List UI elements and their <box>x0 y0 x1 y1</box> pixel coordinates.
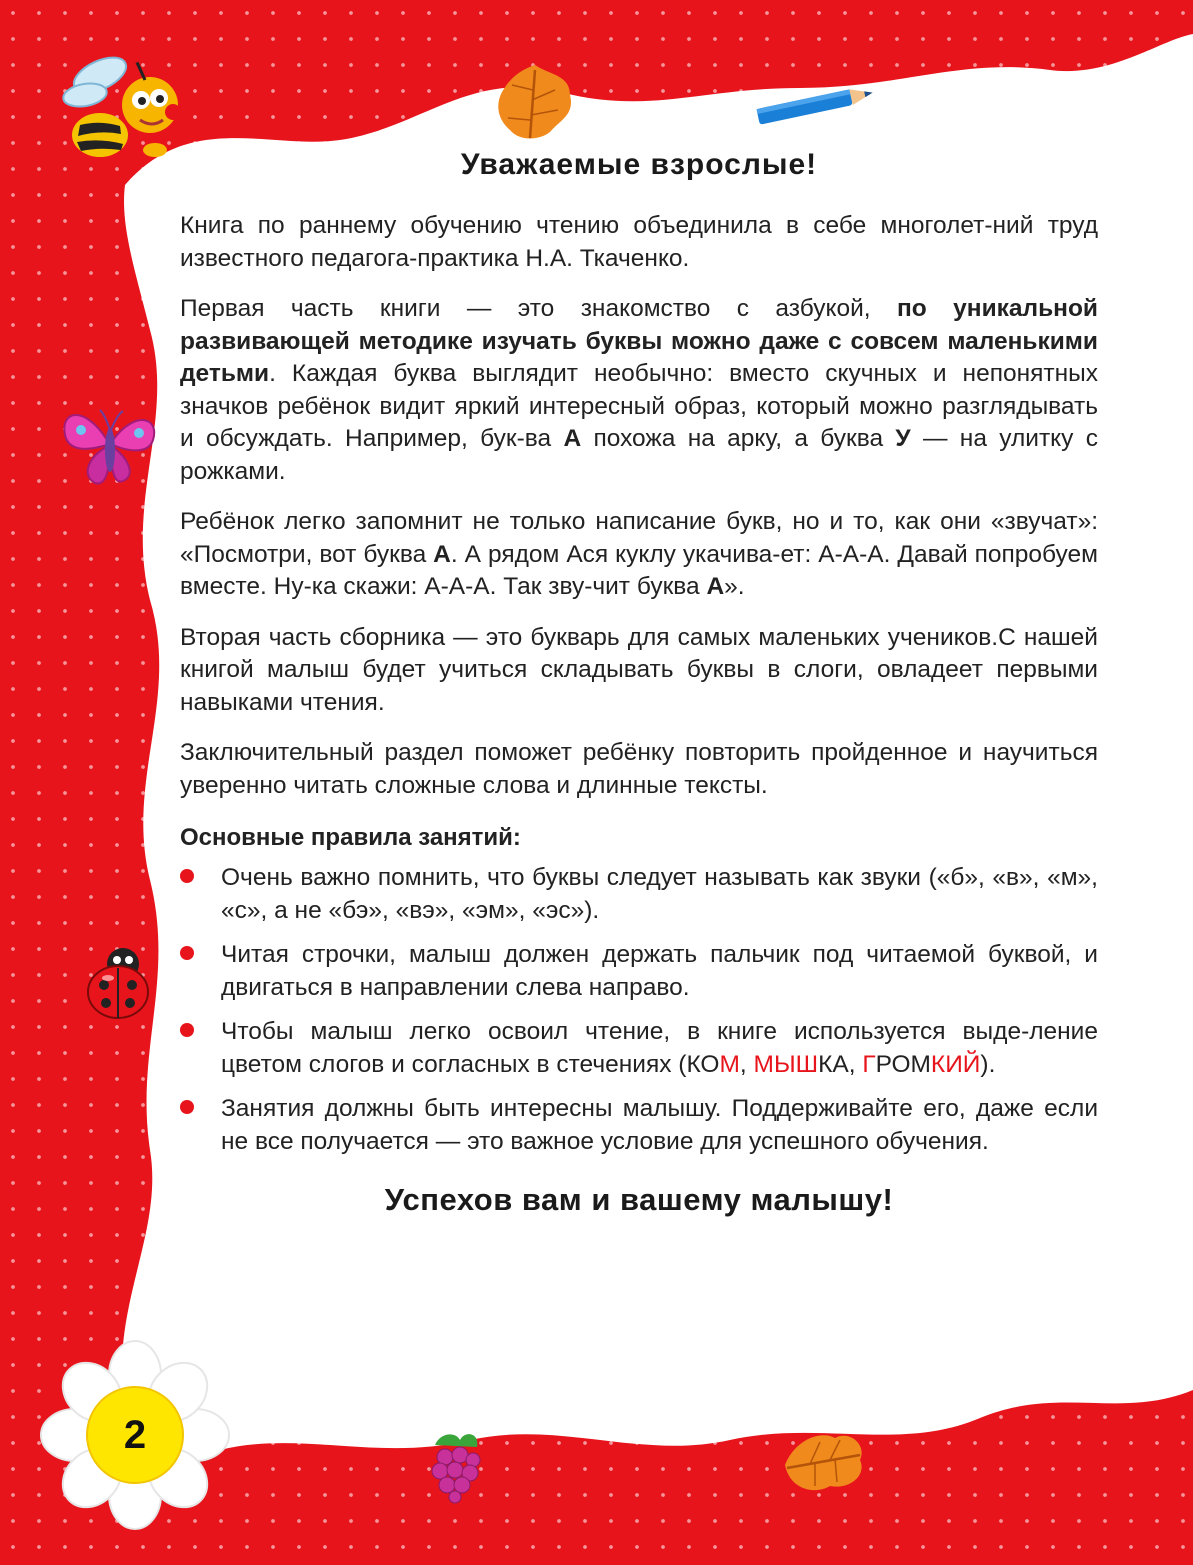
rules-heading: Основные правила занятий: <box>180 824 521 851</box>
bold-letter: А <box>706 573 725 600</box>
rule-text: , <box>739 1050 754 1078</box>
bold-letter: У <box>895 425 911 452</box>
pencil-icon <box>752 80 887 130</box>
paragraph-text: Ребёнок легко запомнит не только написание букв, но и то, как они «звучат»: «Посмотри, вот буква <box>180 508 1098 568</box>
paragraph-text: похожа на арку, а буква <box>581 425 896 452</box>
paragraph-part-one <box>180 293 1098 488</box>
butterfly-icon <box>55 395 165 495</box>
paragraph-text: Книга по раннему обучению чтению объединила в себе многолет-ний труд известного педагога-практика Н.А. Ткаченко. <box>180 212 1098 272</box>
paragraph-text: — на улитку с рожками. <box>180 425 1098 485</box>
highlight-word: КО <box>686 1050 720 1078</box>
highlight-syllable: Г <box>862 1050 876 1078</box>
page-content <box>180 148 1098 1218</box>
bold-text: по уникальной развивающей методике изучать буквы можно даже с совсем маленькими детьми <box>180 295 1098 387</box>
paragraph-final-section <box>180 737 1098 802</box>
highlight-word: КА <box>818 1050 849 1078</box>
rule-text: Читая строчки, малыш должен держать пальчик под читаемой буквой, и двигаться в направлении слева направо. <box>221 941 1098 1001</box>
paragraph-part-two <box>180 622 1098 720</box>
closing-wish: Успехов вам и вашему малышу! <box>384 1182 894 1217</box>
bullet-icon <box>180 946 194 960</box>
bullet-icon <box>180 869 194 883</box>
raspberry-icon <box>415 1425 495 1505</box>
rules-list <box>180 862 1098 1158</box>
highlight-syllable: КИЙ <box>930 1050 981 1078</box>
rule-text: ). <box>980 1050 996 1078</box>
highlight-syllable: М <box>719 1050 740 1078</box>
rule-text: Очень важно помнить, что буквы следует называть как звуки («б», «в», «м», «с», а не «бэ», «вэ», «эм», «эс»). <box>221 864 1098 924</box>
paragraph-text: . А рядом Ася куклу укачива-ет: А-А-А. Давай попробуем вместе. Ну-ка скажи: А-А-А. Так зву-чит буква <box>180 540 1098 600</box>
bullet-icon <box>180 1100 194 1114</box>
leaf-icon <box>775 1420 870 1500</box>
paragraph-text: . Каждая буква выглядит необычно: вместо скучных и непонятных значков ребёнок видит яркий интересный образ, который можно разглядывать и обсуждать. Например, бук-ва <box>180 360 1098 452</box>
list-item <box>180 1016 1098 1081</box>
leaf-icon <box>490 60 580 145</box>
paragraph-text: Первая часть книги — это знакомство с азбукой, <box>180 295 897 322</box>
rule-text: Занятия должны быть интересны малышу. Поддерживайте его, даже если не все получается — это важное условие для успешного обучения. <box>221 1095 1098 1155</box>
page-title: Уважаемые взрослые! <box>460 148 818 181</box>
bold-letter: А <box>433 540 451 568</box>
bold-letter: А <box>563 425 582 452</box>
page-number: 2 <box>123 1412 147 1457</box>
paragraph-text: Вторая часть сборника — это букварь для самых маленьких учеников.С нашей книгой малыш будет учиться складывать буквы в слоги, овладеет первыми навыками чтения. <box>180 623 1098 716</box>
rule-text: , <box>848 1050 863 1078</box>
paragraph-text: ». <box>724 573 745 600</box>
rule-text: Чтобы малыш легко освоил чтение, в книге используется выде-ление цветом слогов и согласных в стечениях ( <box>221 1018 1098 1078</box>
highlight-word: РОМ <box>875 1050 931 1078</box>
paragraph-text: Заключительный раздел поможет ребёнку повторить пройденное и научиться уверенно читать сложные слова и длинные тексты. <box>180 739 1098 799</box>
bullet-icon <box>180 1023 194 1037</box>
list-item <box>180 1093 1098 1158</box>
highlight-syllable: МЫШ <box>753 1050 819 1078</box>
ladybug-icon <box>78 940 163 1025</box>
bee-icon <box>55 50 185 165</box>
list-item <box>180 939 1098 1004</box>
paragraph-intro <box>180 210 1098 275</box>
list-item <box>180 862 1098 927</box>
paragraph-sounds <box>180 506 1098 604</box>
